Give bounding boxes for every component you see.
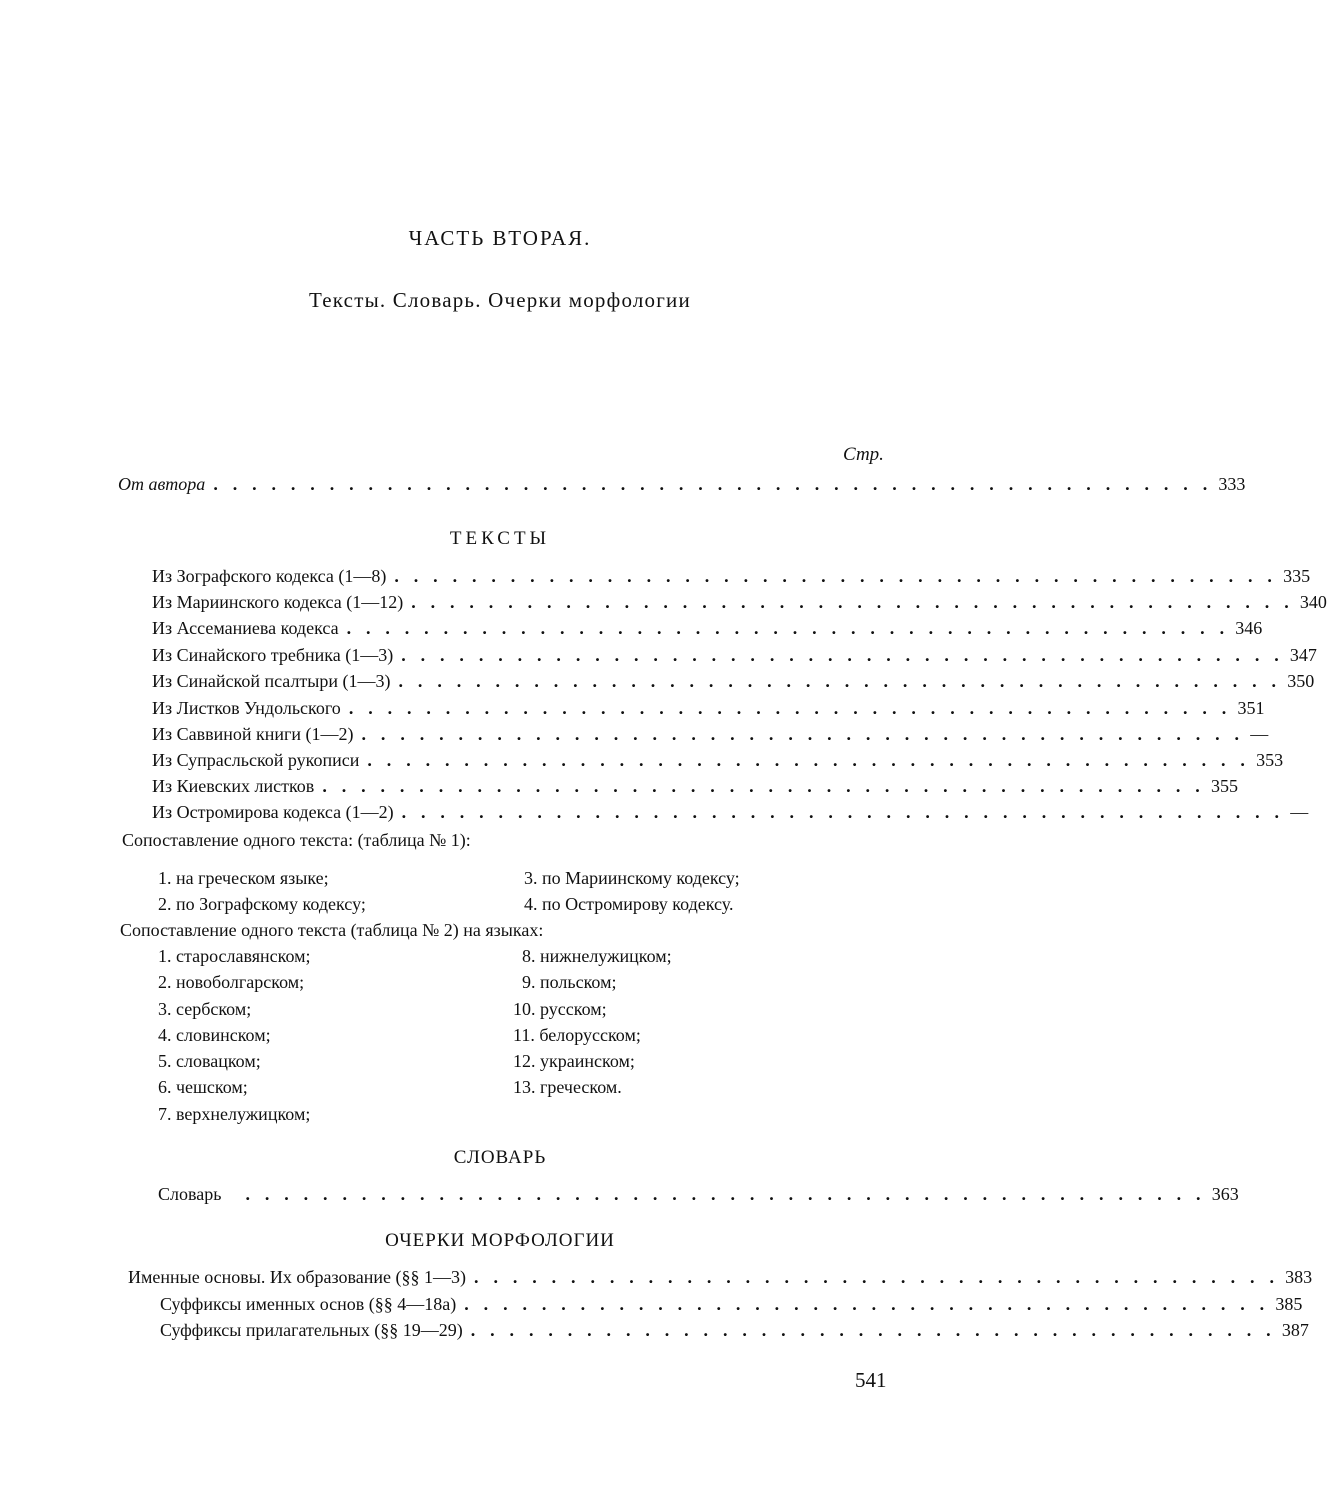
toc-entry-page: 387 bbox=[1281, 1320, 1309, 1340]
comparison-1-title: Сопоставление одного текста: (таблица № 1): bbox=[122, 830, 471, 850]
toc-entry-page: 363 bbox=[1211, 1184, 1239, 1204]
leader-dots: . . . . . . . . . . . . . . . . . . . . . . . . . . . . . . . . . . . . . . . . . . bbox=[464, 1294, 1270, 1314]
leader-dots: . . . . . . . . . . . . . . . . . . . . . . . . . . . . . . . . . . . . . . . . . . . . . . bbox=[348, 698, 1232, 718]
toc-entry-title: Из Синайского требника (1—3) bbox=[152, 645, 394, 665]
toc-entry-title: Суффиксы прилагательных (§§ 19—29) bbox=[160, 1320, 463, 1340]
comparison-1-item: 1. на греческом языке; bbox=[158, 868, 329, 888]
toc-entry-title: Словарь bbox=[158, 1184, 222, 1204]
toc-entry-page: 383 bbox=[1285, 1267, 1313, 1287]
toc-entry-title: Из Листков Ундольского bbox=[152, 698, 341, 718]
language-item: 12. украинском; bbox=[513, 1051, 635, 1071]
leader-dots: . . . . . . . . . . . . . . . . . . . . . . . . . . . . . . . . . . . . . . . . . . . . . . bbox=[361, 724, 1245, 744]
toc-entry-dictionary bbox=[158, 1184, 1239, 1210]
toc-entry bbox=[160, 1294, 1303, 1320]
toc-entry-title: Из Киевских листков bbox=[152, 776, 315, 796]
language-item: 6. чешском; bbox=[158, 1077, 248, 1097]
language-item: 9. польском; bbox=[522, 972, 617, 992]
language-item: 2. новоболгарском; bbox=[158, 972, 305, 992]
leader-dots: . . . . . . . . . . . . . . . . . . . . . . . . . . . . . . . . . . . . . . . . . . . . . . bbox=[398, 671, 1282, 691]
page-number: 541 bbox=[855, 1368, 887, 1392]
leader-dots: . . . . . . . . . . . . . . . . . . . . . . . . . . . . . . . . . . . . . . . . . . . . . . bbox=[322, 776, 1206, 796]
leader-dots: . . . . . . . . . . . . . . . . . . . . . . . . . . . . . . . . . . . . . . . . . . . . . . bbox=[411, 592, 1294, 612]
language-item: 8. нижнелужицком; bbox=[522, 946, 672, 966]
language-item: 7. верхнелужицком; bbox=[158, 1104, 311, 1124]
comparison-2-title: Сопоставление одного текста (таблица № 2) на языках: bbox=[120, 920, 544, 940]
language-item: 11. белорусском; bbox=[513, 1025, 641, 1045]
section-heading-texts: ТЕКСТЫ bbox=[449, 528, 551, 549]
toc-entry-page: 333 bbox=[1218, 474, 1246, 494]
leader-dots: . . . . . . . . . . . . . . . . . . . . . . . . . . . . . . . . . . . . . . . . . . . . . . bbox=[401, 645, 1284, 665]
page-column-label: Стр. bbox=[843, 444, 884, 465]
toc-entry-page: 335 bbox=[1283, 566, 1311, 586]
leader-dots: . . . . . . . . . . . . . . . . . . . . . . . . . . . . . . . . . . . . . . . . . . . . . . . . . . . . bbox=[213, 474, 1213, 494]
toc-entry-title: Из Зографского кодекса (1—8) bbox=[152, 566, 387, 586]
toc-entry-title: Из Саввиной книги (1—2) bbox=[152, 724, 354, 744]
language-item: 4. словинском; bbox=[158, 1025, 271, 1045]
toc-entry-title: Суффиксы именных основ (§§ 4—18а) bbox=[160, 1294, 457, 1314]
toc-entry-page: — bbox=[1250, 724, 1269, 744]
toc-entry-page: — bbox=[1290, 802, 1309, 822]
language-item: 10. русском; bbox=[513, 999, 607, 1019]
toc-entry-title: Из Остромирова кодекса (1—2) bbox=[152, 802, 394, 822]
toc-entry-page: 353 bbox=[1256, 750, 1284, 770]
toc-entry bbox=[152, 671, 1315, 697]
language-item: 3. сербском; bbox=[158, 999, 252, 1019]
toc-entry-page: 385 bbox=[1275, 1294, 1303, 1314]
leader-dots: . . . . . . . . . . . . . . . . . . . . . . . . . . . . . . . . . . . . . . . . . . . . . . bbox=[394, 566, 1278, 586]
toc-entry-title: Именные основы. Их образование (§§ 1—3) bbox=[128, 1267, 467, 1287]
part-subtitle: Тексты. Словарь. Очерки морфологии bbox=[309, 288, 691, 312]
language-item: 1. старославянском; bbox=[158, 946, 311, 966]
toc-entry-title: Из Мариинского кодекса (1—12) bbox=[152, 592, 404, 612]
toc-entry bbox=[152, 645, 1317, 671]
leader-dots: . . . . . . . . . . . . . . . . . . . . . . . . . . . . . . . . . . . . . . . . . . . . . . bbox=[346, 618, 1230, 638]
toc-entry-page: 351 bbox=[1237, 698, 1265, 718]
toc-entry bbox=[152, 698, 1265, 724]
toc-entry bbox=[152, 618, 1263, 644]
toc-entry bbox=[152, 592, 1327, 618]
leader-dots: . . . . . . . . . . . . . . . . . . . . . . . . . . . . . . . . . . . . . . . . . . . . . . bbox=[367, 750, 1251, 770]
toc-entry-title: От автора bbox=[118, 474, 206, 494]
toc-entry bbox=[128, 1267, 1313, 1293]
toc-entry-page: 340 bbox=[1299, 592, 1327, 612]
comparison-1-item: 2. по Зографскому кодексу; bbox=[158, 894, 366, 914]
toc-entry-page: 355 bbox=[1211, 776, 1239, 796]
leader-dots: . . . . . . . . . . . . . . . . . . . . . . . . . . . . . . . . . . . . . . . . . . bbox=[470, 1320, 1276, 1340]
toc-entry bbox=[152, 776, 1239, 802]
comparison-1-item: 4. по Остромирову кодексу. bbox=[524, 894, 734, 914]
language-item: 13. греческом. bbox=[513, 1077, 622, 1097]
toc-entry-page: 350 bbox=[1287, 671, 1315, 691]
toc-entry-title: Из Супрасльской рукописи bbox=[152, 750, 360, 770]
leader-dots: . . . . . . . . . . . . . . . . . . . . . . . . . . . . . . . . . . . . . . . . . . . . . . . . . . bbox=[245, 1184, 1206, 1204]
toc-entry bbox=[160, 1320, 1309, 1346]
leader-dots: . . . . . . . . . . . . . . . . . . . . . . . . . . . . . . . . . . . . . . . . . . bbox=[474, 1267, 1280, 1287]
leader-dots: . . . . . . . . . . . . . . . . . . . . . . . . . . . . . . . . . . . . . . . . . . . . . . bbox=[401, 802, 1285, 822]
toc-entry-page: 347 bbox=[1289, 645, 1317, 665]
section-heading-dictionary: СЛОВАРЬ bbox=[453, 1147, 547, 1168]
part-title: ЧАСТЬ ВТОРАЯ. bbox=[408, 226, 592, 250]
toc-entry bbox=[152, 750, 1284, 776]
toc-entry-preface bbox=[118, 474, 1246, 500]
toc-entry bbox=[152, 566, 1311, 592]
language-item: 5. словацком; bbox=[158, 1051, 261, 1071]
toc-entry-title: Из Ассеманиева кодекса bbox=[152, 618, 339, 638]
comparison-1-item: 3. по Мариинскому кодексу; bbox=[524, 868, 740, 888]
toc-entry-page: 346 bbox=[1235, 618, 1263, 638]
toc-entry bbox=[152, 802, 1309, 828]
toc-entry-title: Из Синайской псалтыри (1—3) bbox=[152, 671, 391, 691]
section-heading-morphology: ОЧЕРКИ МОРФОЛОГИИ bbox=[385, 1230, 615, 1251]
toc-entry bbox=[152, 724, 1269, 750]
